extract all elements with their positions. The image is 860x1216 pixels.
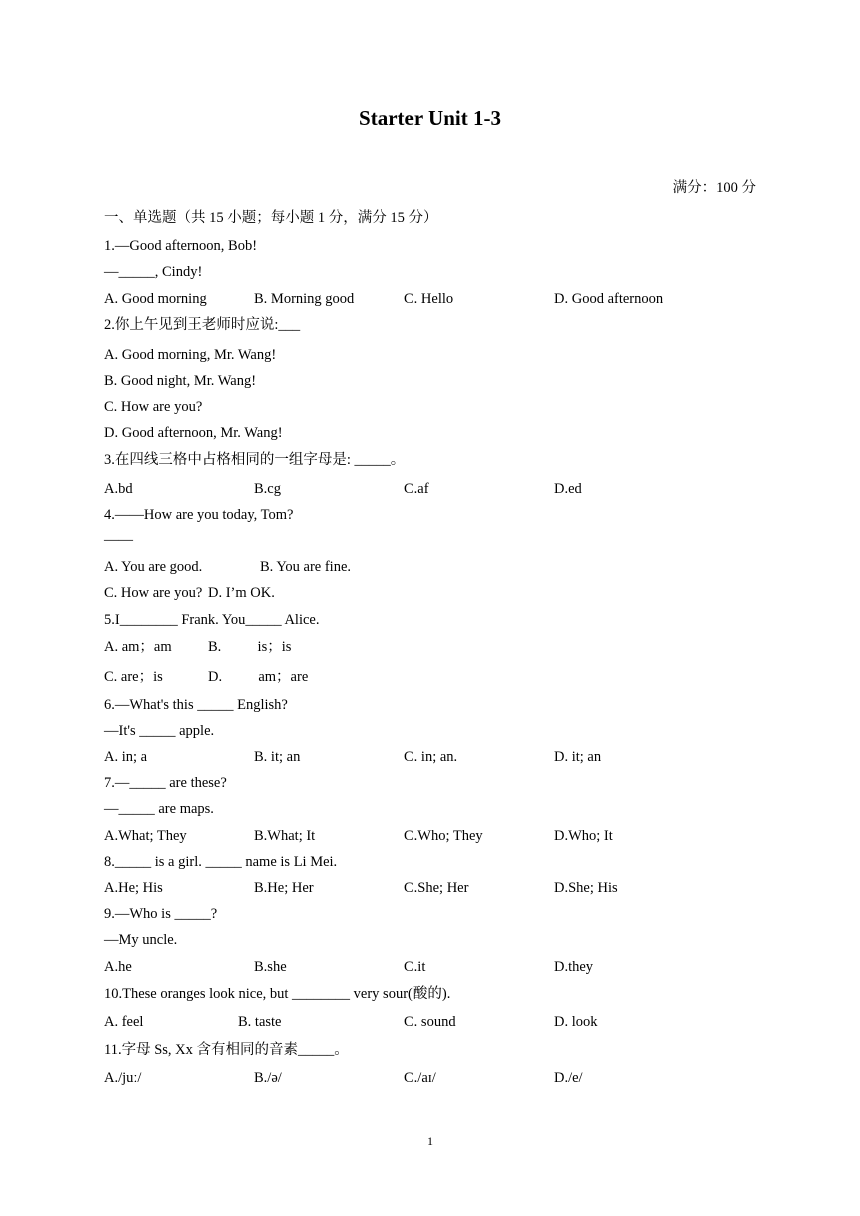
option-d: D.ed — [554, 481, 582, 497]
question-line: —It's _____ apple. — [104, 723, 215, 739]
option-d: D. Good afternoon — [554, 291, 664, 307]
option-c: C. sound — [404, 1014, 456, 1030]
option-c: C.Who; They — [404, 828, 483, 844]
option-d: D.She; His — [554, 880, 618, 896]
option-c: C.it — [404, 959, 426, 975]
option-d: D.Who; It — [554, 828, 613, 844]
question-stem: 2.你上午见到王老师时应说:___ — [104, 317, 301, 333]
question-stem: 4.——How are you today, Tom? — [104, 507, 294, 523]
option-a: A. feel — [104, 1014, 144, 1030]
option-a: A. am；am — [104, 639, 172, 655]
question-stem: 6.—What's this _____ English? — [104, 697, 288, 713]
question-stem: 10.These oranges look nice, but ________ very sour(酸的). — [104, 986, 451, 1002]
question-stem: 3.在四线三格中占格相同的一组字母是: _____。 — [104, 452, 406, 468]
question-line: —My uncle. — [104, 932, 178, 948]
section-heading: 一、单选题（共 15 小题；每小题 1 分，满分 15 分） — [104, 210, 438, 226]
option-a: A.he — [104, 959, 132, 975]
page-title: Starter Unit 1-3 — [359, 106, 501, 130]
option-a: A./juː/ — [104, 1070, 142, 1086]
option-b: B./ə/ — [254, 1070, 282, 1086]
option-a: A. You are good. — [104, 559, 203, 575]
option-b: B.He; Her — [254, 880, 314, 896]
question-line: —_____ are maps. — [104, 801, 214, 817]
question-stem: 9.—Who is _____? — [104, 906, 218, 922]
total-score: 满分：100 分 — [672, 180, 756, 196]
question-stem: 11.字母 Ss, Xx 含有相同的音素_____。 — [104, 1042, 349, 1058]
option-b: B.she — [254, 959, 287, 975]
option-d: D. I’m OK. — [208, 585, 275, 601]
option-b: B. is；is — [208, 639, 292, 655]
option-c: C./aɪ/ — [404, 1070, 436, 1086]
option-a: A.He; His — [104, 880, 163, 896]
option-d: D.they — [554, 959, 594, 975]
question-stem: 8._____ is a girl. _____ name is Li Mei. — [104, 854, 338, 870]
question-stem: 1.—Good afternoon, Bob! — [104, 238, 258, 254]
option-c: C.af — [404, 481, 429, 497]
option-a: A. Good morning — [104, 291, 207, 307]
option-a: A. in; a — [104, 749, 148, 765]
option-c: C.She; Her — [404, 880, 469, 896]
option-d: D. it; an — [554, 749, 602, 765]
option-c: C. Hello — [404, 291, 454, 307]
option-a: A.bd — [104, 481, 133, 497]
option-a: A. Good morning, Mr. Wang! — [104, 347, 277, 363]
question-stem: 7.—_____ are these? — [104, 775, 227, 791]
option-b: B. Morning good — [254, 291, 355, 307]
question-line: —— — [104, 532, 133, 548]
option-a: A.What; They — [104, 828, 187, 844]
option-b: B.cg — [254, 481, 281, 497]
page-number: 1 — [427, 1134, 433, 1148]
option-c: C. are；is — [104, 669, 163, 685]
option-d: D. Good afternoon, Mr. Wang! — [104, 425, 283, 441]
option-c: C. How are you? — [104, 585, 203, 601]
option-b: B. it; an — [254, 749, 301, 765]
option-b: B. Good night, Mr. Wang! — [104, 373, 257, 389]
option-d: D. am；are — [208, 669, 309, 685]
option-b: B. taste — [238, 1014, 282, 1030]
option-d: D./e/ — [554, 1070, 583, 1086]
option-c: C. How are you? — [104, 399, 203, 415]
option-d: D. look — [554, 1014, 598, 1030]
option-b: B. You are fine. — [260, 559, 352, 575]
option-b: B.What; It — [254, 828, 316, 844]
question-stem: 5.I________ Frank. You_____ Alice. — [104, 612, 320, 628]
question-line: —_____, Cindy! — [104, 264, 203, 280]
option-c: C. in; an. — [404, 749, 458, 765]
